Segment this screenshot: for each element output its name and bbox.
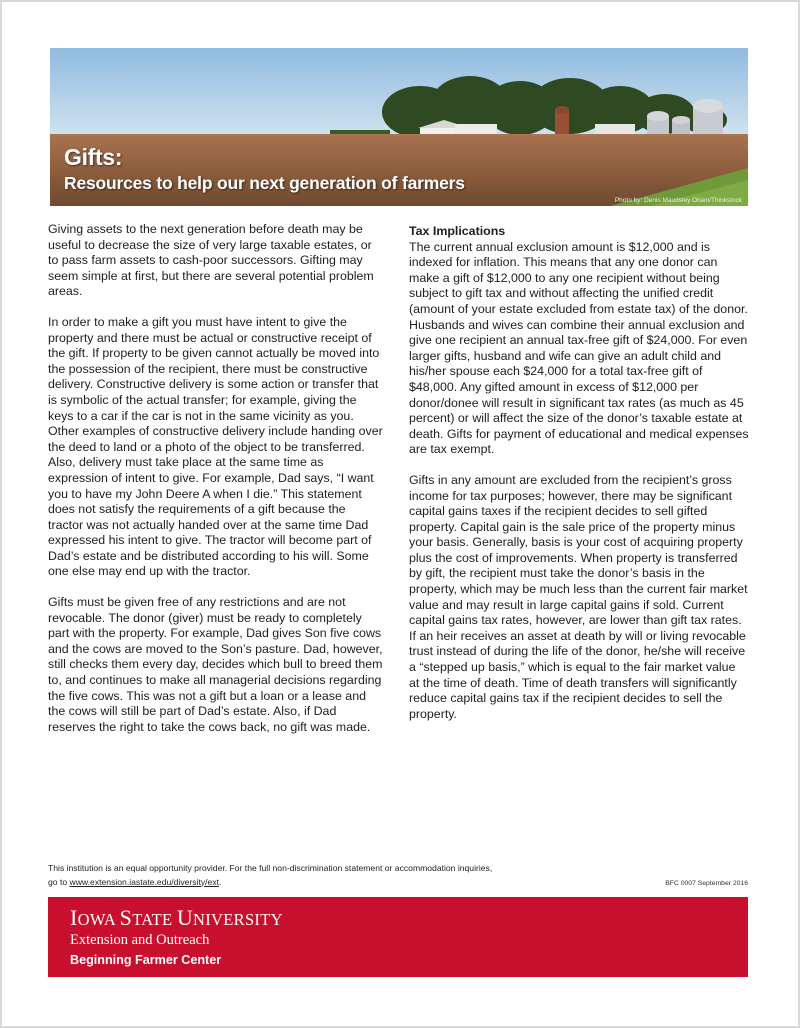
header-banner bbox=[50, 48, 748, 206]
wordmark-part: OWA bbox=[77, 910, 120, 929]
statement-suffix: . bbox=[219, 876, 222, 887]
extension-label: Extension and Outreach bbox=[70, 932, 210, 948]
body-paragraph: In order to make a gift you must have intent to give the property and there must be actual or constructive receipt of the gift. If property to be given cannot actually be moved into the possession of the recipient, there must be constructive delivery. Constructive delivery is some action or transfer that is symbolic of the actual transfer; for example, giving the keys to a car if the car is not in the same vicinity as you. Other examples of constructive delivery include handing over the deed to land or a photo of the object to be transferred. Also, delivery must take place at the same time as expression of intent to give. For example, Dad says, “I want you to have my John Deere A when I die.” This statement does not satisfy the requirements of a gift because the tractor was not actually handed over at the same time Dad expressed his intent to give. The tractor will become part of Dad’s estate and be distributed according to his will. Some one else may end up with the tractor. bbox=[48, 314, 383, 579]
wordmark-letter: S bbox=[119, 905, 133, 930]
right-column bbox=[409, 224, 749, 737]
body-paragraph: Gifts must be given free of any restrictions and are not revocable. The donor (giver) must be ready to completely part with the property. For example, Dad gives Son five cows and the cows are moved to the Son’s pasture. Dad, however, still checks them every day, decides which bull to breed them to, and continues to make all managerial decisions regarding the five cows. This was not a gift but a loan or a lease and the cows will still be part of Dad’s estate. Also, if Dad reserves the right to take the cows back, no gift was made. bbox=[48, 595, 383, 734]
university-wordmark bbox=[70, 905, 283, 933]
photo-credit: Photo by: Denis Maudsley Olsen/Thinkstock bbox=[614, 197, 742, 204]
wordmark-letter: U bbox=[176, 905, 194, 930]
document-code: BFC 0007 September 2016 bbox=[665, 880, 748, 887]
wordmark-part: NIVERSITY bbox=[193, 910, 283, 929]
body-paragraph: Giving assets to the next generation before death may be useful to decrease the size of very large taxable estates, or to pass farm assets to cash-poor successors. Gifting may seem simple at first, but there are several potential problem areas. bbox=[48, 222, 374, 299]
document-subtitle: Resources to help our next generation of farmers bbox=[64, 173, 465, 193]
statement-line: This institution is an equal opportunity provider. For the full non-discrimination statement or accommodation inquiries, bbox=[48, 863, 493, 873]
left-column bbox=[48, 222, 384, 750]
isu-footer-bar bbox=[48, 897, 748, 977]
nondiscrimination-statement bbox=[48, 862, 608, 889]
wordmark-letter: I bbox=[70, 905, 78, 930]
wordmark-part: TATE bbox=[132, 910, 177, 929]
body-paragraph: Gifts in any amount are excluded from the recipient’s gross income for tax purposes; however, there may be significant capital gains taxes if the recipient decides to sell gifted property. Capital gain is the sale price of the property minus your basis. Generally, basis is your cost of acquiring property plus the cost of improvements. When property is transferred by gift, the recipient must take the donor’s basis in the property, which may be much less than the current fair market value and may result in large capital gains if sold. Current capital gains tax rates, however, are lower than gift tax rates. If an heir receives an asset at death by will or living revocable trust instead of during the life of the donor, he/she will receive a “stepped up basis,” which is equal to the fair market value at the time of death. Time of death transfers will significantly reduce capital gains tax if the recipient decides to sell the property. bbox=[409, 472, 748, 721]
document-title: Gifts: bbox=[64, 144, 123, 170]
center-label: Beginning Farmer Center bbox=[70, 953, 222, 967]
diversity-link[interactable]: www.extension.iastate.edu/diversity/ext bbox=[69, 876, 220, 887]
section-heading-tax-implications: Tax Implications bbox=[409, 224, 506, 238]
body-paragraph: The current annual exclusion amount is $12,000 and is indexed for inflation. This means that any one donor can make a gift of $12,000 to any one recipient without being subject to gift tax and without affecting the unified credit (amount of your estate excluded from estate tax) of the donor. Husbands and wives can combine their annual exclusion and give one recipient an annual tax-free gift of $24,000. For even larger gifts, husband and wife can give an adult child and his/her spouse each $24,000 for a total tax-free gift of $48,000. Any gifted amount in excess of $12,000 per donor/donee will result in significant tax rates (as much as 45 percent) or will affect the size of the donor’s taxable estate at death. Gifts for payment of educational and medical expenses are tax exempt. bbox=[409, 239, 749, 457]
statement-prefix: go to bbox=[48, 876, 70, 887]
